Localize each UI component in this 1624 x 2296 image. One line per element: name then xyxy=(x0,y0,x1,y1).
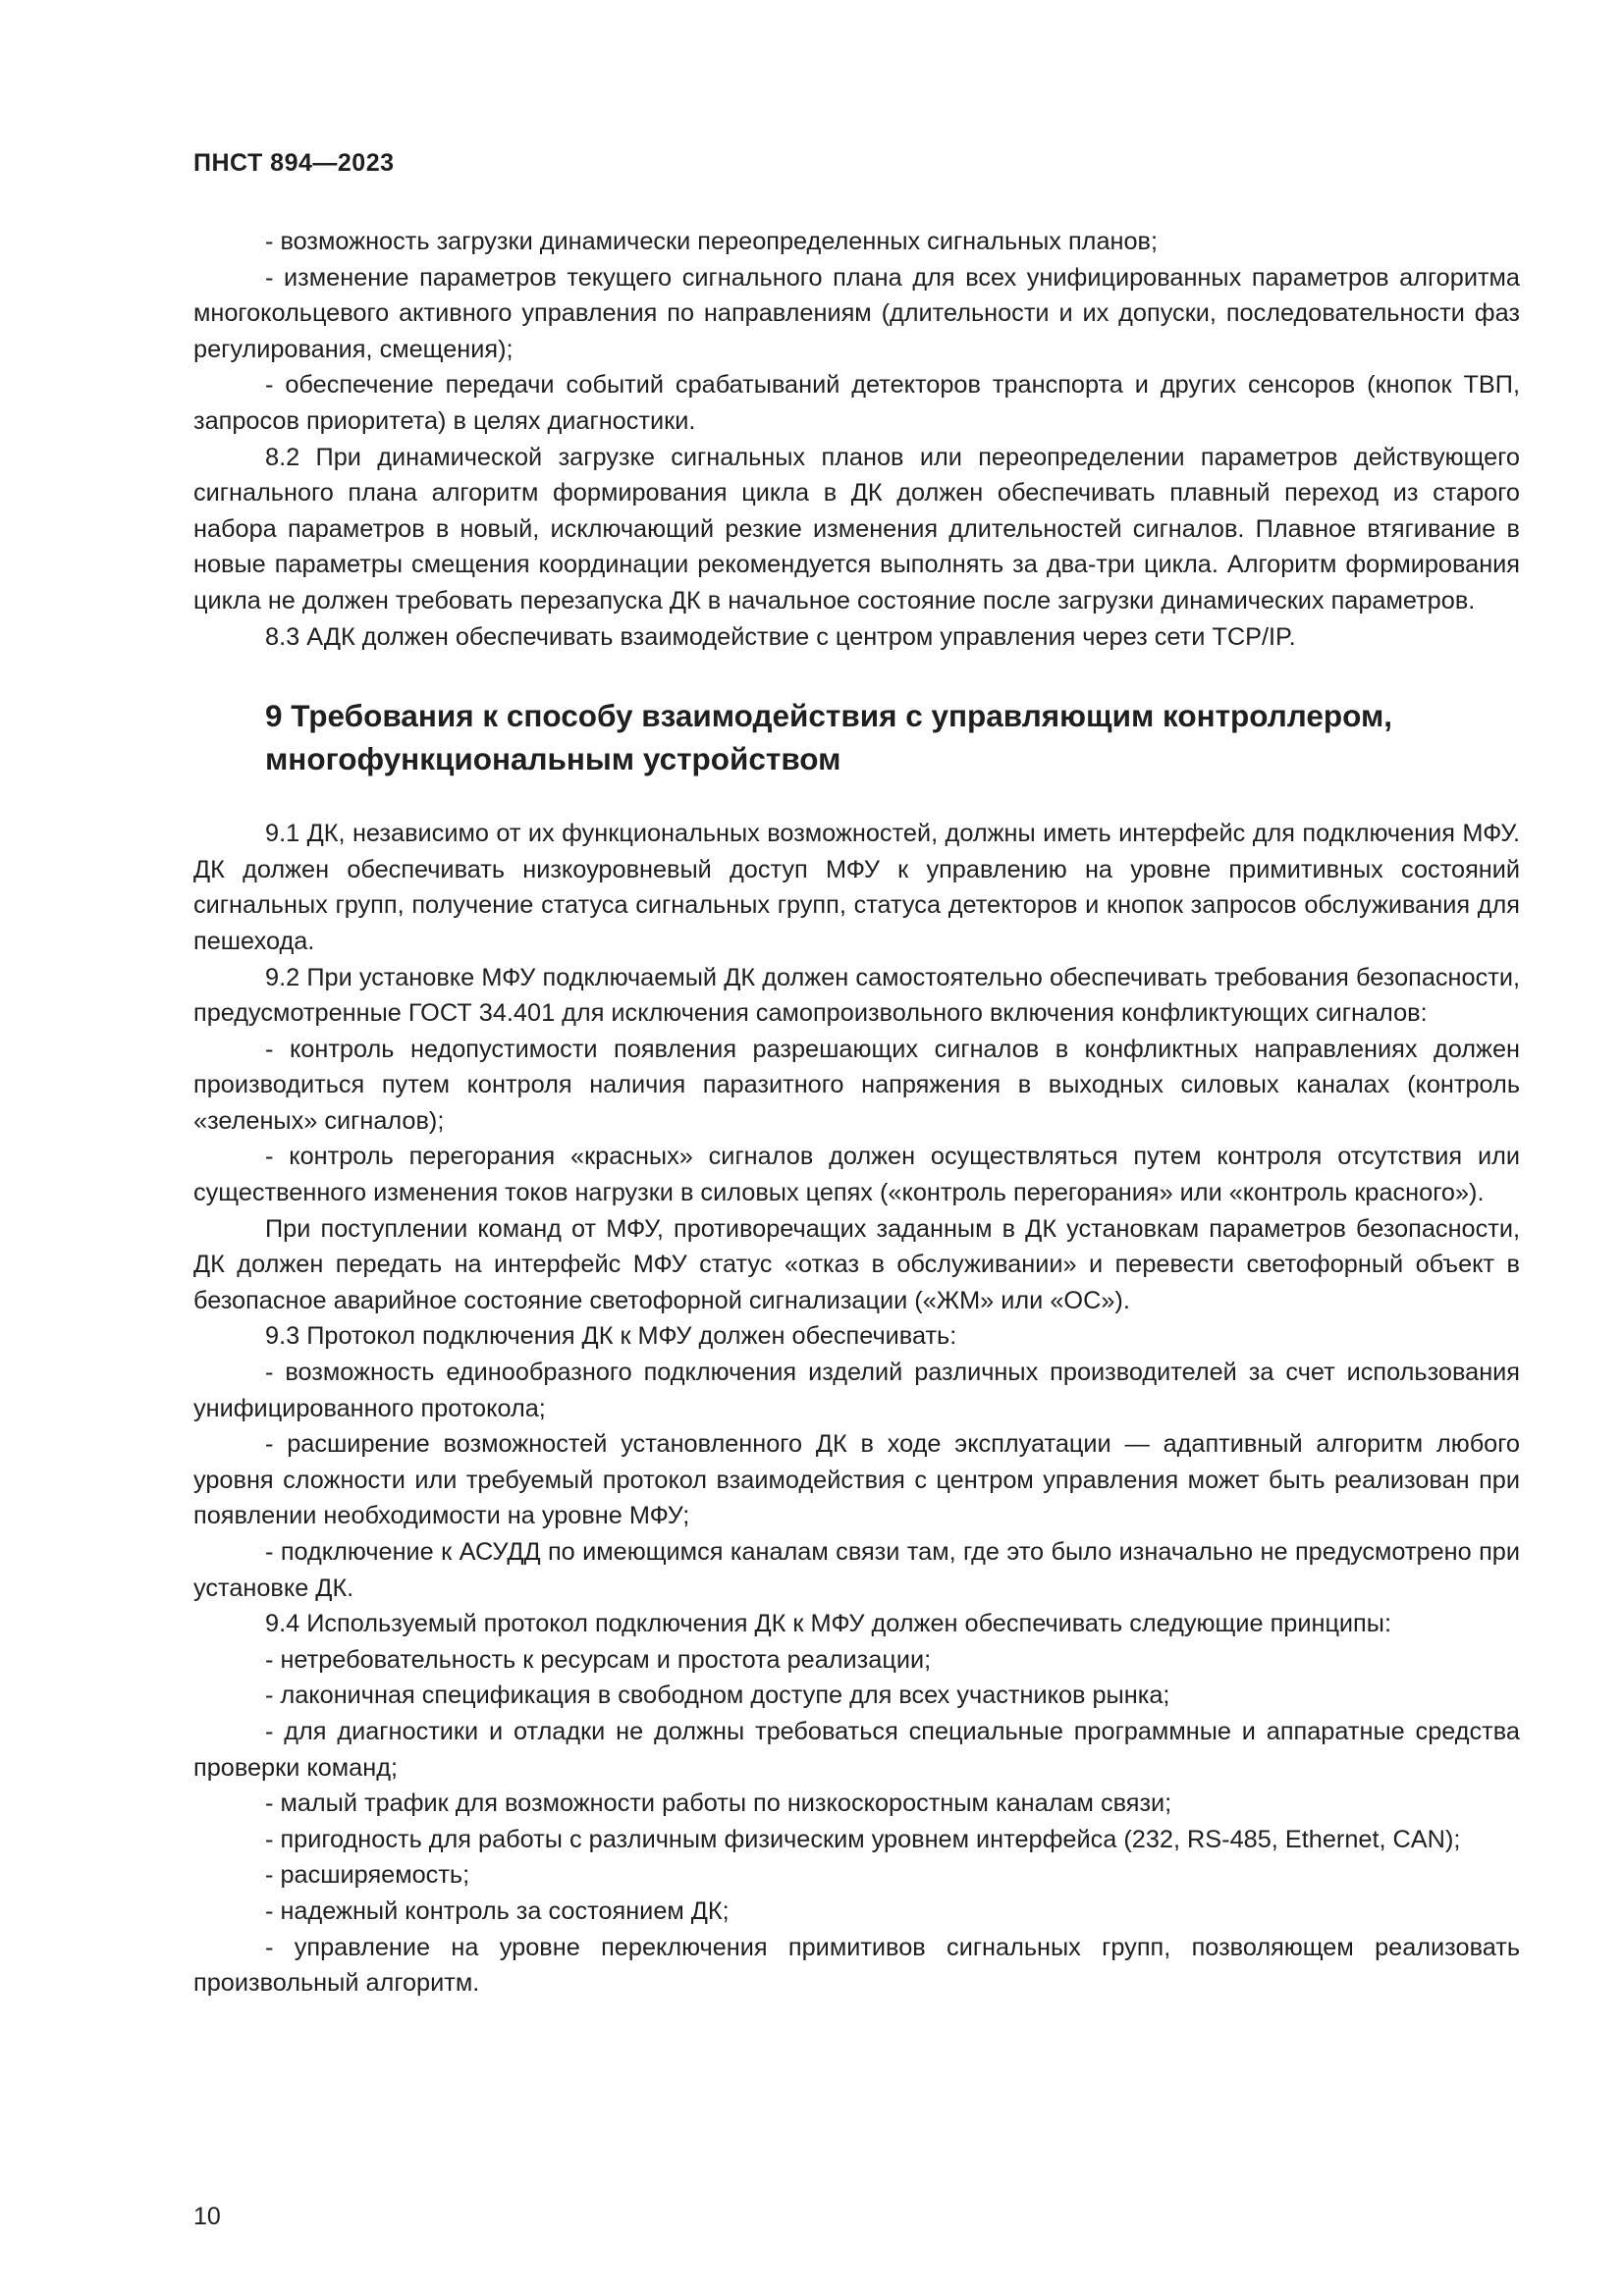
list-item: - расширение возможностей установленного ДК в ходе эксплуатации — адаптивный алгоритм любого уровня сложности или требуемый протокол взаимодействия с центром управления может быть реализован при появлении необходимости на уровне МФУ; xyxy=(193,1430,1520,1530)
list-item: - малый трафик для возможности работы по низкоскоростным каналам связи; xyxy=(265,1789,1172,1818)
clause-9-2: 9.2 При установке МФУ подключаемый ДК должен самостоятельно обеспечивать требования безопасности, предусмотренные ГОСТ 34.401 для исключения самопроизвольного включения конфликтующих сигналов: xyxy=(193,963,1520,1028)
section-9-heading: 9 Требования к способу взаимодействия с управляющим контроллером, многофункциональным устройством xyxy=(265,698,1392,777)
list-item: - надежный контроль за состоянием ДК; xyxy=(265,1896,730,1925)
list-item: - контроль недопустимости появления разрешающих сигналов в конфликтных направлениях должен производиться путем контроля наличия паразитного напряжения в выходных силовых каналах (контроль «зеленых» сигналов); xyxy=(193,1035,1520,1135)
list-item: - изменение параметров текущего сигнального плана для всех унифицированных параметров алгоритма многокольцевого активного управления по направлениям (длительности и их допуски, последовательности фаз регулирования, смещения); xyxy=(193,263,1520,363)
list-item: - возможность загрузки динамически переопределенных сигнальных планов; xyxy=(265,228,1159,255)
list-item: - для диагностики и отладки не должны требоваться специальные программные и аппаратные средства проверки команд; xyxy=(193,1717,1520,1782)
list-item: - контроль перегорания «красных» сигналов должен осуществляться путем контроля отсутствия или существенного изменения токов нагрузки в силовых цепях («контроль перегорания» или «контроль красного»). xyxy=(193,1143,1520,1207)
clause-9-1: 9.1 ДК, независимо от их функциональных возможностей, должны иметь интерфейс для подключения МФУ. ДК должен обеспечивать низкоуровневый доступ МФУ к управлению на уровне примитивных состояний сигнальных групп, получение статуса сигнальных групп, статуса детекторов и кнопок запросов обслуживания для пешехода. xyxy=(193,820,1520,955)
clause-9-3: 9.3 Протокол подключения ДК к МФУ должен обеспечивать: xyxy=(265,1322,957,1351)
clause-9-4: 9.4 Используемый протокол подключения ДК к МФУ должен обеспечивать следующие принципы: xyxy=(265,1610,1391,1638)
clause-8-2: 8.2 При динамической загрузке сигнальных планов или переопределении параметров действующего сигнального плана алгоритм формирования цикла в ДК должен обеспечивать плавный переход из старого набора параметров в новый, исключающий резкие изменения длительностей сигналов. Плавное втягивание в новые параметры смещения координации рекомендуется выполнять за два-три цикла. Алгоритм формирования цикла не должен требовать перезапуска ДК в начальное состояние после загрузки динамических параметров. xyxy=(193,443,1520,614)
list-item: - нетребовательность к ресурсам и простота реализации; xyxy=(265,1645,932,1674)
list-item: - обеспечение передачи событий срабатываний детекторов транспорта и других сенсоров (кнопок ТВП, запросов приоритета) в целях диагностики. xyxy=(193,371,1520,435)
list-item: - расширяемость; xyxy=(265,1861,470,1890)
paragraph: При поступлении команд от МФУ, противоречащих заданным в ДК установкам параметров безопасности, ДК должен передать на интерфейс МФУ статус «отказ в обслуживании» и перевести светофорный объект в безопасное аварийное состояние светофорной сигнализации («ЖМ» или «ОС»). xyxy=(193,1214,1520,1314)
document-header: ПНСТ 894—2023 xyxy=(193,149,395,177)
list-item: - управление на уровне переключения примитивов сигнальных групп, позволяющем реализовать произвольный алгоритм. xyxy=(193,1933,1520,1998)
list-item: - подключение к АСУДД по имеющимся каналам связи там, где это было изначально не предусмотрено при установке ДК. xyxy=(193,1538,1520,1602)
clause-8-3: 8.3 АДК должен обеспечивать взаимодействие с центром управления через сети TCP/IP. xyxy=(265,622,1296,651)
list-item: - возможность единообразного подключения изделий различных производителей за счет использования унифицированного протокола; xyxy=(193,1359,1520,1422)
page-number: 10 xyxy=(193,2203,221,2230)
list-item: - лаконичная спецификация в свободном доступе для всех участников рынка; xyxy=(265,1682,1170,1710)
list-item: - пригодность для работы с различным физическим уровнем интерфейса (232, RS-485, Ethernet, CAN); xyxy=(265,1825,1461,1853)
page-content xyxy=(193,224,1520,2002)
